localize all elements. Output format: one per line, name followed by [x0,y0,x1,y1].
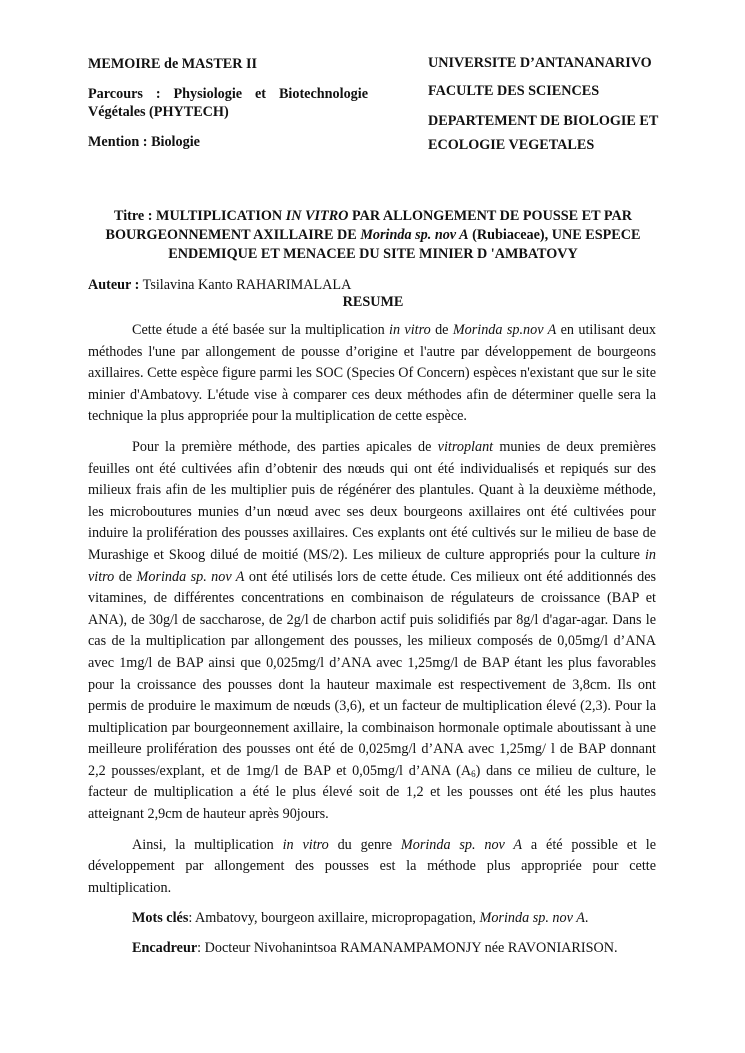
title-part: MULTIPLICATION [156,208,283,224]
italic-run: Morinda sp. nov A [400,836,523,853]
degree-text: MEMOIRE de MASTER II [88,56,258,72]
abstract-paragraph-2 [88,437,656,826]
supervisor-value: : Docteur Nivohanintsoa RAMANAMPAMONJY née RAVONIARISON. [197,940,618,957]
keywords-line [88,908,656,929]
title-part: PAR ALLONGEMENT DE POUSSE ET PAR BOURGEONNEMENT AXILLAIRE DE [105,208,632,243]
text-run: a été possible et le développement par allongement des pousses est la méthode plus appropriée pour cette multiplication. [88,836,657,896]
italic-run: in vitro [389,322,431,338]
italic-run: Morinda sp.nov A [452,322,557,338]
italic-run: Morinda sp. nov A [136,568,245,585]
text-run: de [118,568,133,585]
text-run: ) dans ce milieu de culture, le facteur de multiplication a été le plus élevé soit de 1,2 et les pousses ont été les plus hautes atteignant 2,9cm de hauteur après 90jours. [88,762,656,823]
parcours-line [88,85,368,121]
text-run: en utilisant deux méthodes l'une par allongement de pousse d’origine et l'autre par développement de bourgeons axillaires. Cette espèce figure parmi les SOC (Species Of Concern) espèces n'existant que sur le site minier d'Ambatovy. L'étude vise à comparer ces deux méthodes afin de déterminer quelle sera la technique la plus appropriée pour la multiplication de cette espèce. [88,322,657,425]
text-run: ont été utilisés lors de cette étude. Ces milieux ont été additionnés des vitamines, de différentes concentrations en combinaison de régulateurs de croissance (BAP et ANA), de 30g/l de saccharose, de 2g/l de charbon actif puis solidifiés par 8g/l d'agar-agar. Dans le cas de la multiplication par allongement des pousses, les milieux composés de 0,05mg/l d’ANA avec 1mg/l de BAP ainsi que 0,025mg/l d’ANA avec 1,25mg/l de BAP étant les plus favorables pour la croissance des pousses dont la hauteur maximale est respectivement de 3,8cm. Ils ont permis de produire le maximum de nœuds (3,6), et un facteur de multiplication élevé (2,3). Pour la multiplication par bourgeonnement axillaire, la combinaison hormonale optimale aboutissant à une meilleure prolifération des pousses ont été de 0,025mg/l d’ANA avec 1,25mg/ l de BAP donnant 2,2 pousses/explant, et de 1mg/l de BAP et 0,05mg/l d’ANA (A [88,568,657,779]
keywords-species: Morinda sp. nov A [479,910,585,927]
header-right [428,53,688,165]
header-left [88,55,368,163]
supervisor-line [88,938,656,959]
text-run: Pour la première méthode, des parties apicales de [132,438,432,455]
title-label: Titre : [114,208,153,224]
italic-run: in vitro [282,836,329,853]
italic-run: in vitro [88,546,657,585]
author-line [88,276,658,294]
parcours-value: Physiologie et Biotechnologie Végétales (PHYTECH) [88,86,369,120]
title-italic: IN VITRO [285,208,349,224]
text-run: du genre [337,836,393,853]
faculty-name: FACULTE DES SCIENCES [428,83,600,99]
subscript: 6 [471,768,476,779]
text-run: munies de deux premières feuilles ont été cultivées afin d’obtenir des nœuds qui ont été individualisés et repiqués sur des milieux frais afin de les multiplier puis de régénérer des plantules. Quant à la deuxième méthode, les microboutures munies d’un nœud avec ses deux bourgeons axillaires ont été cultivées pour induire la prolifération des pousses axillaires. Ces explants ont été cultivés sur le milieu de base de Murashige et Skoog dilué de moitié (MS/2). Les milieux de culture appropriés pour la culture [88,438,656,563]
text-run: Cette étude a été basée sur la multiplication [132,322,385,338]
author-label: Auteur : [88,277,140,293]
text-run: de [435,322,449,338]
supervisor-label: Encadreur [132,940,198,957]
keywords-end: . [584,910,589,927]
mention-line [88,133,368,151]
mention-value: Biologie [151,134,200,150]
keywords-value: : Ambatovy, bourgeon axillaire, micropropagation, [188,910,476,927]
mention-label: Mention : [88,134,148,150]
keywords-label: Mots clés [132,910,189,927]
title-part: (Rubiaceae), UNE ESPECE ENDEMIQUE ET MENACEE DU SITE MINIER D 'AMBATOVY [168,227,641,262]
degree-line [88,55,368,73]
resume-heading: RESUME [342,294,404,310]
thesis-title [88,207,658,264]
text-run: Ainsi, la multiplication [132,836,274,853]
abstract-paragraph-1 [88,320,656,428]
abstract-body [88,320,656,968]
university-name: UNIVERSITE D’ANTANANARIVO [428,55,652,71]
department-name: DEPARTEMENT DE BIOLOGIE ET ECOLOGIE VEGETALES [428,113,659,153]
title-species: Morinda sp. nov A [360,227,469,243]
italic-run: vitroplant [437,438,494,455]
abstract-paragraph-3 [88,835,656,900]
parcours-label: Parcours : [88,86,161,102]
author-name: Tsilavina Kanto RAHARIMALALA [142,277,352,293]
